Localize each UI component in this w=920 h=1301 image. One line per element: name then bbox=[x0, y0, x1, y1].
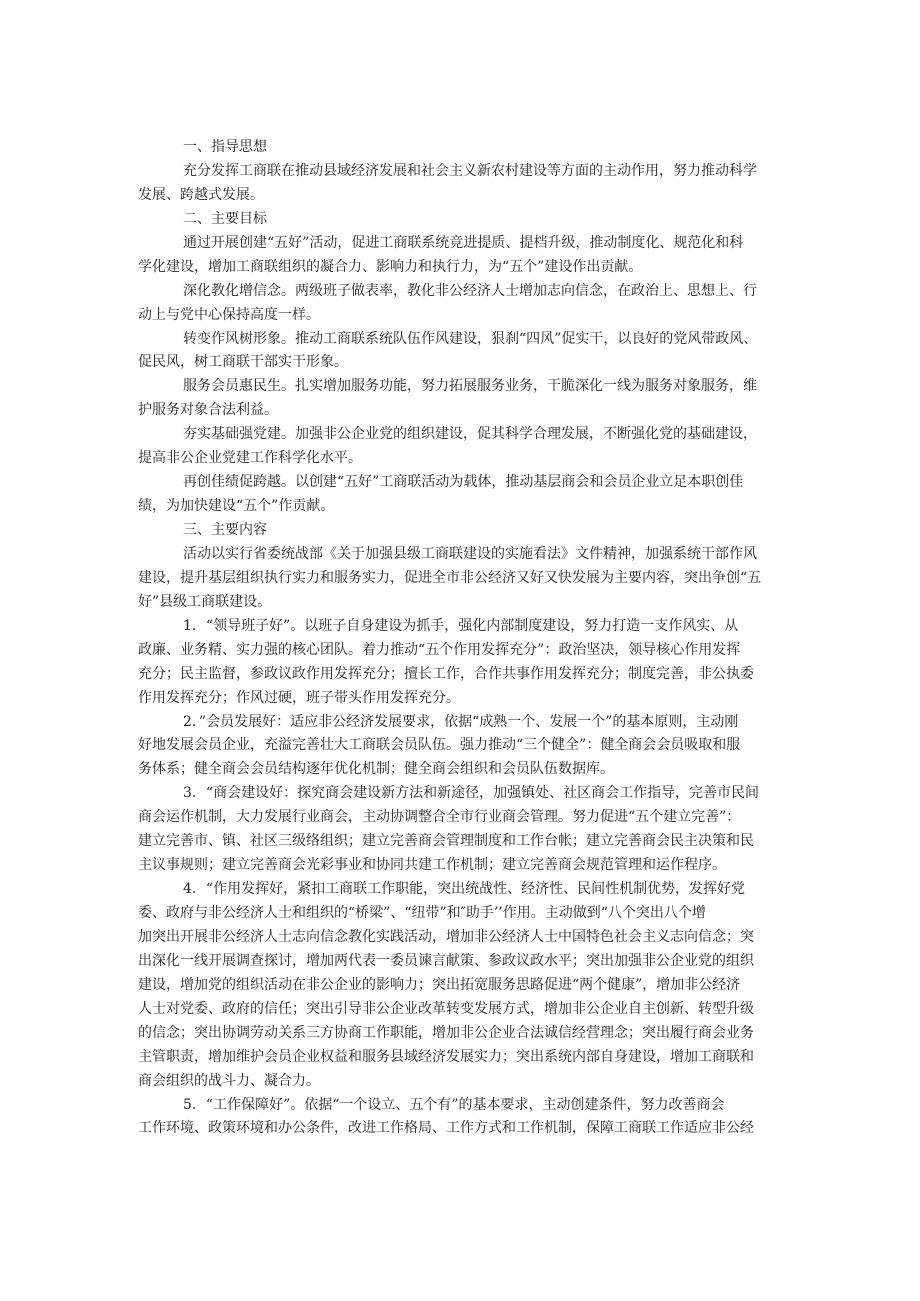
text-line: 二、主要目标 bbox=[183, 210, 267, 227]
text-line: 绩，为加快建设“五个”作贡献。 bbox=[138, 498, 335, 515]
text-line: 商会运作机制，大力发展行业商会，主动协调整合全市行业商会管理。努力促进“五个建立完善”： bbox=[138, 809, 741, 826]
text-line: 通过开展创建“五好”活动，促进工商联系统竞进提质、提档升级，推动制度化、规范化和科 bbox=[183, 234, 744, 251]
text-line: 务体系；健全商会会员结构逐年优化机制；健全商会组织和会员队伍数据库。 bbox=[138, 761, 614, 778]
text-line: 5．“工作保障好”。依据“一个设立、五个有”的基本要求，主动创建条件，努力改善商会 bbox=[183, 1096, 725, 1113]
text-line: 促民风，树工商联干部实干形象。 bbox=[138, 354, 348, 371]
text-line: 深化教化增信念。两级班子做表率，教化非公经济人士增加志向信念，在政治上、思想上、行 bbox=[183, 282, 757, 299]
text-line: 建设，提升基层组织执行实力和服务实力，促进全市非公经济又好又快发展为主要内容，突出争创“五 bbox=[138, 569, 762, 586]
text-line: 充分；民主监督，参政议政作用发挥充分；擅长工作，合作共事作用发挥充分；制度完善，非公执委 bbox=[138, 665, 754, 682]
text-line: 人士对党委、政府的信任；突出引导非公企业改革转变发展方式，增加非公企业自主创新、转型升级 bbox=[138, 1000, 754, 1017]
text-line: 夯实基础强党建。加强非公企业党的组织建设，促其科学合理发展，不断强化党的基础建设， bbox=[183, 426, 757, 443]
text-line: 提高非公企业党建工作科学化水平。 bbox=[138, 450, 362, 467]
text-line: 转变作风树形象。推动工商联系统队伍作风建设，狠刹“四风”促实干，以良好的党风带政风、 bbox=[183, 330, 758, 347]
text-line: 2．”会员发展好：适应非公经济发展要求，依据“成熟一个、发展一个”的基本原则，主动刚 bbox=[183, 713, 739, 730]
text-line: 建立完善市、镇、社区三级络组织；建立完善商会管理制度和工作台帐；建立完善商会民主决策和民 bbox=[138, 833, 754, 850]
text-line: 委、政府与非公经济人士和组织的“桥梁”、“纽带”和″助手’’作用。主动做到“八个突出八个增 bbox=[138, 905, 706, 921]
text-line: 再创佳绩促跨越。以创建“五好”工商联活动为载体，推动基层商会和会员企业立足本职创佳 bbox=[183, 474, 744, 491]
text-line: 加突出开展非公经济人士志向信念教化实践活动，增加非公经济人士中国特色社会主义志向信念；突 bbox=[138, 928, 754, 945]
text-line: 学化建设，增加工商联组织的凝合力、影响力和执行力，为“五个”建设作出贡献。 bbox=[138, 258, 643, 275]
text-line: 好地发展会员企业，充溢完善壮大工商联会员队伍。强力推动“三个健全”：健全商会会员吸取和服 bbox=[138, 737, 741, 754]
text-line: 充分发挥工商联在推动县域经济发展和社会主义新农村建设等方面的主动作用，努力推动科学 bbox=[183, 162, 757, 179]
text-line: 服务会员惠民生。扎实增加服务功能，努力拓展服务业务，干脆深化一线为服务对象服务，维 bbox=[183, 378, 757, 395]
text-line: 活动以实行省委统战部《关于加强县级工商联建设的实施看法》文件精神，加强系统干部作风 bbox=[183, 545, 757, 562]
text-line: 三、主要内容 bbox=[183, 522, 267, 538]
text-line: 工作环境、政策环境和办公条件，改进工作格局、工作方式和工作机制，保障工商联工作适应非公经 bbox=[138, 1120, 754, 1137]
text-line: 政廉、业务精、实力强的核心团队。着力推动“五个作用发挥充分”：政治坚决，领导核心作用发挥 bbox=[138, 641, 741, 658]
text-line: 好”县级工商联建设。 bbox=[138, 593, 272, 610]
text-line: 出深化一线开展调查探讨，增加两代表一委员谏言献策、参政议政水平；突出加强非公企业党的组织 bbox=[138, 952, 754, 969]
text-line: 建设，增加党的组织活动在非公企业的影响力；突出拓宽服务思路促进“两个健康”，增加非公经济 bbox=[138, 976, 741, 993]
text-line: 主管职责，增加维护会员企业权益和服务县域经济发展实力；突出系统内部自身建设，增加工商联和 bbox=[138, 1048, 754, 1065]
text-line: 的信念；突出协调劳动关系三方协商工作职能，增加非公企业合法诚信经营理念；突出履行商会业务 bbox=[138, 1024, 754, 1041]
text-line: 一、指导思想 bbox=[183, 139, 267, 155]
text-line: 作用发挥充分；作风过硬，班子带头作用发挥充分。 bbox=[138, 689, 460, 706]
text-line: 商会组织的战斗力、凝合力。 bbox=[138, 1072, 320, 1089]
text-line: 护服务对象合法利益。 bbox=[138, 402, 278, 419]
text-line: 3．“商会建设好：探究商会建设新方法和新途径，加强镇处、社区商会工作指导，完善市民间 bbox=[183, 785, 760, 802]
text-line: 1．“领导班子好”。以班子自身建设为抓手，强化内部制度建设，努力打造一支作风实、从 bbox=[183, 617, 739, 634]
text-line: 动上与党中心保持高度一样。 bbox=[138, 306, 320, 323]
text-line: 发展、跨越式发展。 bbox=[138, 186, 264, 203]
text-line: 4．“作用发挥好，紧扣工商联工作职能，突出统战性、经济性、民间性机制优势，发挥好党 bbox=[183, 881, 746, 898]
text-line: 主议事规则；建立完善商会光彩事业和协同共建工作机制；建立完善商会规范管理和运作程序。 bbox=[138, 857, 726, 874]
